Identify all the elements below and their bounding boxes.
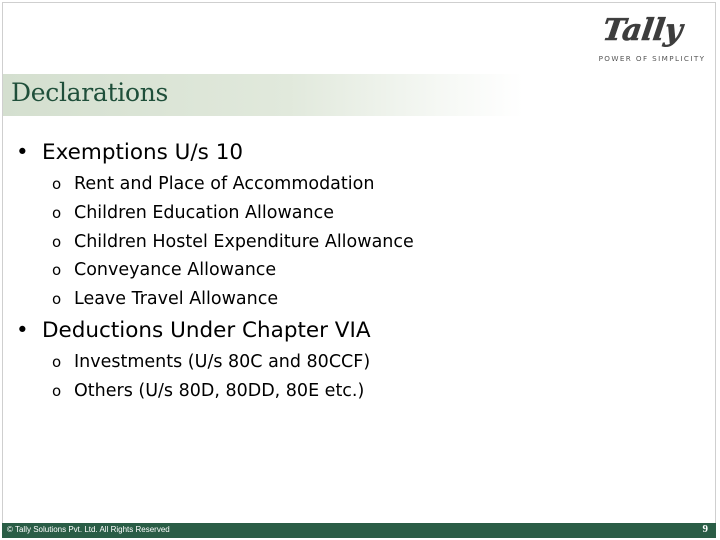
page-number: 9: [702, 523, 708, 535]
circle-bullet-icon: o: [52, 353, 62, 371]
list-item: o Leave Travel Allowance: [52, 289, 279, 309]
list-item: o Rent and Place of Accommodation: [52, 174, 375, 194]
list-item: o Children Hostel Expenditure Allowance: [52, 232, 414, 252]
circle-bullet-icon: o: [52, 261, 62, 279]
svg-text:POWER OF SIMPLICITY: POWER OF SIMPLICITY: [598, 54, 706, 63]
bullet-dot-icon: •: [16, 140, 29, 165]
list-item: o Others (U/s 80D, 80DD, 80E etc.): [52, 381, 365, 401]
list-item: o Investments (U/s 80C and 80CCF): [52, 352, 371, 372]
slide-title: Declarations: [11, 78, 169, 107]
bullet-dot-icon: •: [16, 318, 29, 343]
circle-bullet-icon: o: [52, 382, 62, 400]
copyright-text: © Tally Solutions Pvt. Ltd. All Rights Reserved: [7, 525, 170, 534]
circle-bullet-icon: o: [52, 175, 62, 193]
footer-bar: [2, 523, 716, 538]
circle-bullet-icon: o: [52, 233, 62, 251]
circle-bullet-icon: o: [52, 204, 62, 222]
circle-bullet-icon: o: [52, 290, 62, 308]
list-item: o Conveyance Allowance: [52, 260, 277, 280]
svg-text:Tally: Tally: [600, 13, 685, 48]
bullet-exemptions: • Exemptions U/s 10: [16, 140, 244, 165]
list-item: o Children Education Allowance: [52, 203, 334, 223]
bullet-deductions: • Deductions Under Chapter VIA: [16, 318, 371, 343]
